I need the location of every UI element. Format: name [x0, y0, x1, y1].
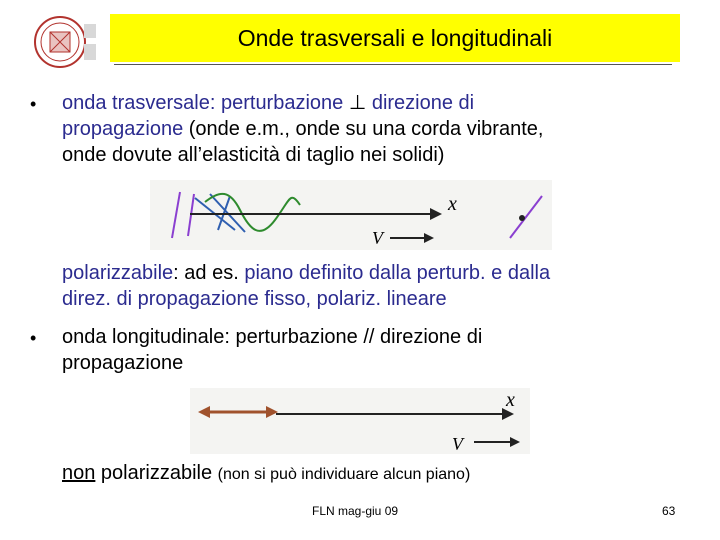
para2-line1: [62, 260, 692, 286]
slide-title: Onde trasversali e longitudinali: [237, 24, 553, 51]
university-seal-logo: [22, 14, 100, 70]
perpendicular-symbol: ⊥: [348, 92, 367, 114]
velocity-label-1: V: [372, 228, 383, 248]
x-axis-label-2: x: [506, 389, 515, 411]
para1-line2: [62, 116, 692, 142]
page-number: 63: [662, 504, 676, 518]
longitudinal-wave-figure: [190, 388, 530, 454]
non-word: non: [62, 462, 96, 484]
examples-text: (onde e.m., onde su una corda vibrante,: [183, 118, 544, 140]
polarizable-text: polarizzabile: [95, 462, 218, 484]
transverse-wave-figure: [150, 180, 552, 250]
no-plane-note: (non si può individuare alcun piano): [217, 466, 471, 483]
para1-line3: onde dovute all’elasticità di taglio nei solidi): [62, 144, 445, 166]
footer-course: FLN mag-giu 09: [312, 504, 399, 518]
para3-line1: onda longitudinale: perturbazione // direzione di: [62, 326, 483, 348]
paragraph-non-polarizable: [62, 460, 692, 488]
para2-line2: direz. di propagazione fisso, polariz. lineare: [62, 288, 447, 310]
title-underline: [114, 64, 672, 65]
paragraph-longitudinal: [62, 324, 692, 376]
plane-definition-text: piano definito dalla perturb. e dalla: [244, 262, 551, 284]
propagation-word: propagazione: [62, 118, 184, 140]
bullet-2: •: [30, 328, 37, 348]
velocity-label-2: V: [452, 434, 463, 454]
para3-line2: propagazione: [62, 352, 184, 374]
transverse-def-text: onda trasversale: perturbazione: [62, 92, 349, 114]
paragraph-polarizable: [62, 260, 692, 312]
paragraph-transverse: [62, 90, 692, 168]
x-axis-label-1: x: [448, 193, 457, 215]
title-box: [110, 14, 680, 62]
para1-line1: [62, 90, 692, 116]
ad-es-text: : ad es.: [173, 262, 245, 284]
direction-text: direzione di: [366, 92, 475, 114]
bullet-1: •: [30, 94, 37, 114]
polarizable-word: polarizzabile: [62, 262, 174, 284]
